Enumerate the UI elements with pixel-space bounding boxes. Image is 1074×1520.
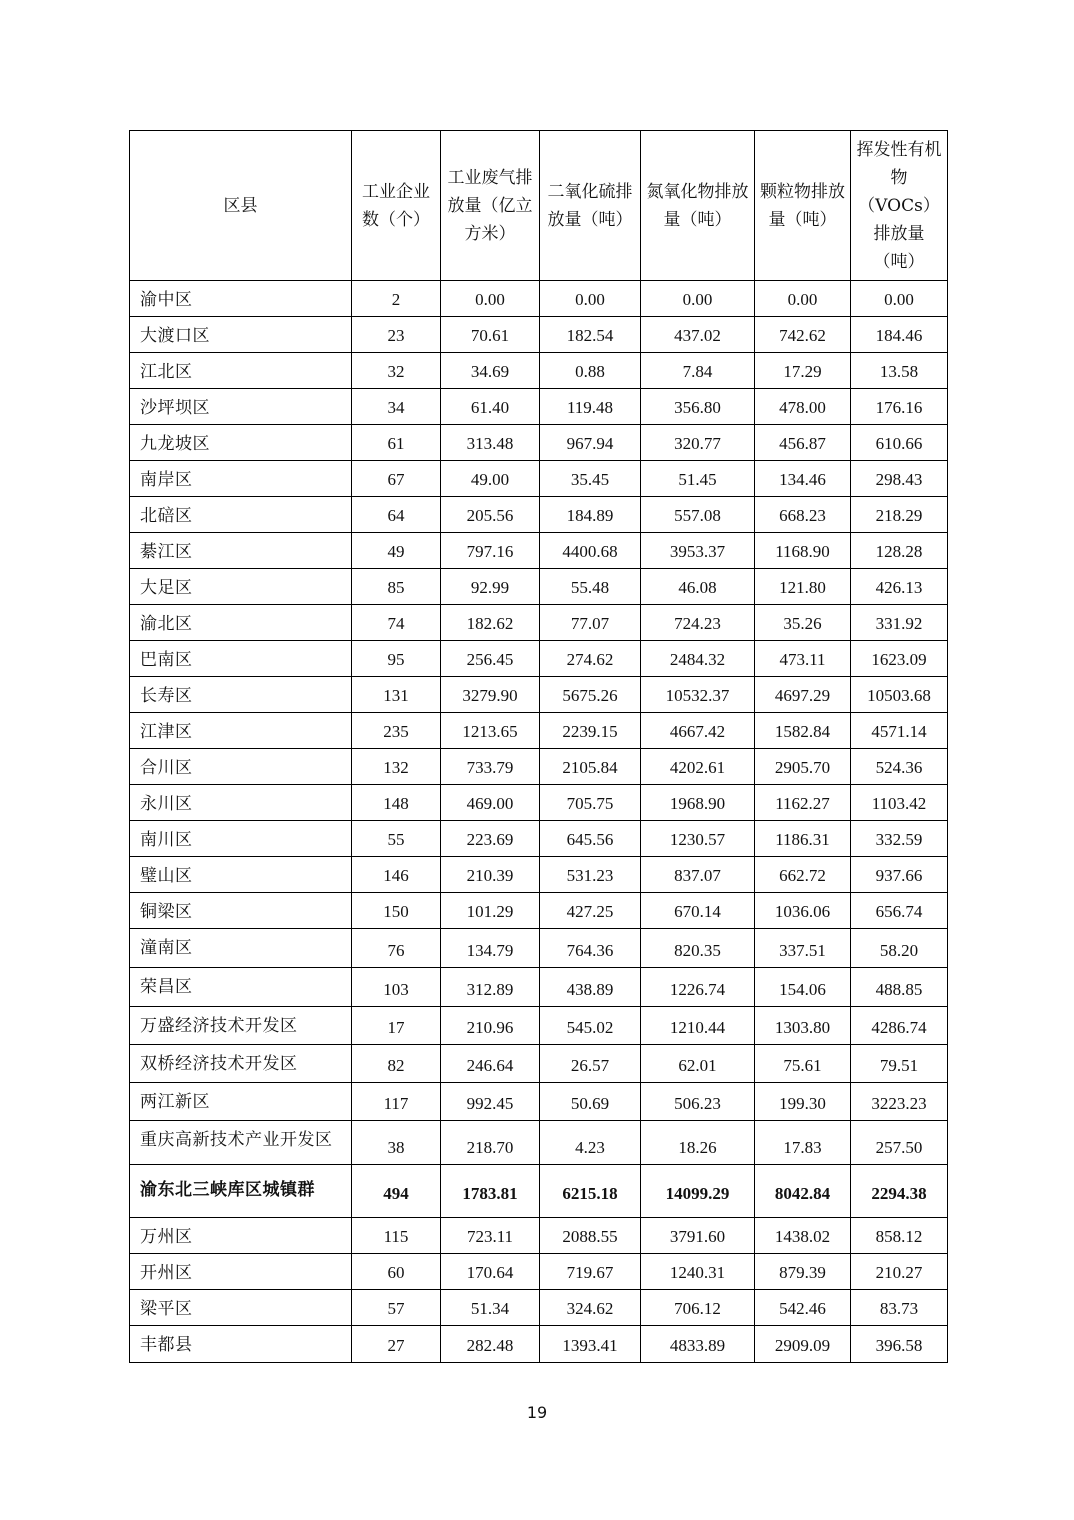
value-cell: 74 bbox=[352, 605, 441, 641]
value-cell: 2909.09 bbox=[755, 1326, 851, 1363]
value-cell: 723.11 bbox=[441, 1218, 540, 1254]
value-cell: 0.00 bbox=[851, 281, 948, 317]
district-name-cell: 大渡口区 bbox=[130, 317, 352, 353]
value-cell: 1303.80 bbox=[755, 1007, 851, 1045]
table-row bbox=[130, 1121, 948, 1165]
value-cell: 820.35 bbox=[641, 929, 755, 968]
district-name-cell: 长寿区 bbox=[130, 677, 352, 713]
value-cell: 733.79 bbox=[441, 749, 540, 785]
value-cell: 5675.26 bbox=[540, 677, 641, 713]
page-number: 19 bbox=[526, 1403, 548, 1422]
table-row bbox=[130, 461, 948, 497]
value-cell: 70.61 bbox=[441, 317, 540, 353]
value-cell: 17.83 bbox=[755, 1121, 851, 1165]
value-cell: 257.50 bbox=[851, 1121, 948, 1165]
value-cell: 0.00 bbox=[540, 281, 641, 317]
district-name-cell: 北碚区 bbox=[130, 497, 352, 533]
value-cell: 0.00 bbox=[755, 281, 851, 317]
value-cell: 1582.84 bbox=[755, 713, 851, 749]
emissions-table bbox=[129, 130, 948, 1363]
value-cell: 85 bbox=[352, 569, 441, 605]
table-row bbox=[130, 1218, 948, 1254]
value-cell: 3279.90 bbox=[441, 677, 540, 713]
value-cell: 4400.68 bbox=[540, 533, 641, 569]
value-cell: 67 bbox=[352, 461, 441, 497]
value-cell: 134.46 bbox=[755, 461, 851, 497]
value-cell: 4667.42 bbox=[641, 713, 755, 749]
value-cell: 324.62 bbox=[540, 1290, 641, 1326]
table-row bbox=[130, 1326, 948, 1363]
value-cell: 51.45 bbox=[641, 461, 755, 497]
value-cell: 57 bbox=[352, 1290, 441, 1326]
value-cell: 210.39 bbox=[441, 857, 540, 893]
district-name-cell: 双桥经济技术开发区 bbox=[130, 1045, 352, 1083]
value-cell: 1213.65 bbox=[441, 713, 540, 749]
value-cell: 76 bbox=[352, 929, 441, 968]
value-cell: 320.77 bbox=[641, 425, 755, 461]
value-cell: 837.07 bbox=[641, 857, 755, 893]
value-cell: 132 bbox=[352, 749, 441, 785]
value-cell: 337.51 bbox=[755, 929, 851, 968]
header-vocs: 挥发性有机物（VOCs）排放量（吨） bbox=[851, 131, 948, 281]
value-cell: 2 bbox=[352, 281, 441, 317]
value-cell: 2105.84 bbox=[540, 749, 641, 785]
value-cell: 10532.37 bbox=[641, 677, 755, 713]
value-cell: 4571.14 bbox=[851, 713, 948, 749]
value-cell: 282.48 bbox=[441, 1326, 540, 1363]
value-cell: 797.16 bbox=[441, 533, 540, 569]
table-row bbox=[130, 605, 948, 641]
district-name-cell: 万州区 bbox=[130, 1218, 352, 1254]
district-name-cell: 璧山区 bbox=[130, 857, 352, 893]
value-cell: 131 bbox=[352, 677, 441, 713]
value-cell: 210.96 bbox=[441, 1007, 540, 1045]
value-cell: 176.16 bbox=[851, 389, 948, 425]
table-row bbox=[130, 893, 948, 929]
value-cell: 184.89 bbox=[540, 497, 641, 533]
value-cell: 1438.02 bbox=[755, 1218, 851, 1254]
district-name-cell: 渝中区 bbox=[130, 281, 352, 317]
district-name-cell: 南岸区 bbox=[130, 461, 352, 497]
value-cell: 128.28 bbox=[851, 533, 948, 569]
value-cell: 50.69 bbox=[540, 1083, 641, 1121]
district-name-cell: 永川区 bbox=[130, 785, 352, 821]
district-name-cell: 铜梁区 bbox=[130, 893, 352, 929]
value-cell: 706.12 bbox=[641, 1290, 755, 1326]
value-cell: 55.48 bbox=[540, 569, 641, 605]
value-cell: 134.79 bbox=[441, 929, 540, 968]
value-cell: 115 bbox=[352, 1218, 441, 1254]
value-cell: 506.23 bbox=[641, 1083, 755, 1121]
value-cell: 0.00 bbox=[441, 281, 540, 317]
district-name-cell: 潼南区 bbox=[130, 929, 352, 968]
value-cell: 2484.32 bbox=[641, 641, 755, 677]
district-name-cell: 沙坪坝区 bbox=[130, 389, 352, 425]
value-cell: 1623.09 bbox=[851, 641, 948, 677]
district-name-cell: 江北区 bbox=[130, 353, 352, 389]
value-cell: 61.40 bbox=[441, 389, 540, 425]
value-cell: 210.27 bbox=[851, 1254, 948, 1290]
table-row bbox=[130, 749, 948, 785]
value-cell: 545.02 bbox=[540, 1007, 641, 1045]
value-cell: 494 bbox=[352, 1165, 441, 1218]
value-cell: 542.46 bbox=[755, 1290, 851, 1326]
district-name-cell: 重庆高新技术产业开发区 bbox=[130, 1121, 352, 1165]
value-cell: 23 bbox=[352, 317, 441, 353]
value-cell: 1968.90 bbox=[641, 785, 755, 821]
value-cell: 4697.29 bbox=[755, 677, 851, 713]
value-cell: 235 bbox=[352, 713, 441, 749]
header-waste-gas: 工业废气排放量（亿立方米） bbox=[441, 131, 540, 281]
value-cell: 1393.41 bbox=[540, 1326, 641, 1363]
value-cell: 2905.70 bbox=[755, 749, 851, 785]
table-row bbox=[130, 1290, 948, 1326]
value-cell: 170.64 bbox=[441, 1254, 540, 1290]
district-name-cell: 巴南区 bbox=[130, 641, 352, 677]
value-cell: 356.80 bbox=[641, 389, 755, 425]
district-name-cell: 两江新区 bbox=[130, 1083, 352, 1121]
value-cell: 3791.60 bbox=[641, 1218, 755, 1254]
value-cell: 14099.29 bbox=[641, 1165, 755, 1218]
value-cell: 437.02 bbox=[641, 317, 755, 353]
value-cell: 2088.55 bbox=[540, 1218, 641, 1254]
value-cell: 656.74 bbox=[851, 893, 948, 929]
value-cell: 58.20 bbox=[851, 929, 948, 968]
table-row bbox=[130, 785, 948, 821]
value-cell: 46.08 bbox=[641, 569, 755, 605]
value-cell: 1226.74 bbox=[641, 968, 755, 1007]
district-name-cell: 九龙坡区 bbox=[130, 425, 352, 461]
value-cell: 3223.23 bbox=[851, 1083, 948, 1121]
value-cell: 298.43 bbox=[851, 461, 948, 497]
value-cell: 4.23 bbox=[540, 1121, 641, 1165]
value-cell: 38 bbox=[352, 1121, 441, 1165]
value-cell: 4286.74 bbox=[851, 1007, 948, 1045]
table-row bbox=[130, 968, 948, 1007]
header-district: 区县 bbox=[130, 131, 352, 281]
table-row bbox=[130, 1165, 948, 1218]
value-cell: 119.48 bbox=[540, 389, 641, 425]
value-cell: 117 bbox=[352, 1083, 441, 1121]
value-cell: 82 bbox=[352, 1045, 441, 1083]
value-cell: 313.48 bbox=[441, 425, 540, 461]
value-cell: 1168.90 bbox=[755, 533, 851, 569]
value-cell: 524.36 bbox=[851, 749, 948, 785]
header-enterprise-count: 工业企业数（个） bbox=[352, 131, 441, 281]
district-name-cell: 开州区 bbox=[130, 1254, 352, 1290]
table-row bbox=[130, 389, 948, 425]
value-cell: 146 bbox=[352, 857, 441, 893]
value-cell: 1240.31 bbox=[641, 1254, 755, 1290]
value-cell: 83.73 bbox=[851, 1290, 948, 1326]
district-name-cell: 丰都县 bbox=[130, 1326, 352, 1363]
value-cell: 121.80 bbox=[755, 569, 851, 605]
value-cell: 51.34 bbox=[441, 1290, 540, 1326]
table-row bbox=[130, 425, 948, 461]
value-cell: 645.56 bbox=[540, 821, 641, 857]
value-cell: 1210.44 bbox=[641, 1007, 755, 1045]
value-cell: 478.00 bbox=[755, 389, 851, 425]
value-cell: 27 bbox=[352, 1326, 441, 1363]
header-particulate: 颗粒物排放量（吨） bbox=[755, 131, 851, 281]
table-row bbox=[130, 317, 948, 353]
value-cell: 719.67 bbox=[540, 1254, 641, 1290]
value-cell: 6215.18 bbox=[540, 1165, 641, 1218]
value-cell: 2239.15 bbox=[540, 713, 641, 749]
header-nox: 氮氧化物排放量（吨） bbox=[641, 131, 755, 281]
value-cell: 199.30 bbox=[755, 1083, 851, 1121]
district-name-cell: 渝东北三峡库区城镇群 bbox=[130, 1165, 352, 1218]
district-name-cell: 綦江区 bbox=[130, 533, 352, 569]
value-cell: 79.51 bbox=[851, 1045, 948, 1083]
value-cell: 1103.42 bbox=[851, 785, 948, 821]
district-name-cell: 南川区 bbox=[130, 821, 352, 857]
table-row bbox=[130, 353, 948, 389]
table-row bbox=[130, 1045, 948, 1083]
value-cell: 1036.06 bbox=[755, 893, 851, 929]
value-cell: 438.89 bbox=[540, 968, 641, 1007]
value-cell: 60 bbox=[352, 1254, 441, 1290]
table-row bbox=[130, 641, 948, 677]
value-cell: 332.59 bbox=[851, 821, 948, 857]
value-cell: 75.61 bbox=[755, 1045, 851, 1083]
value-cell: 35.45 bbox=[540, 461, 641, 497]
value-cell: 92.99 bbox=[441, 569, 540, 605]
value-cell: 218.29 bbox=[851, 497, 948, 533]
value-cell: 49 bbox=[352, 533, 441, 569]
value-cell: 1162.27 bbox=[755, 785, 851, 821]
header-so2: 二氧化硫排放量（吨） bbox=[540, 131, 641, 281]
value-cell: 32 bbox=[352, 353, 441, 389]
value-cell: 103 bbox=[352, 968, 441, 1007]
value-cell: 95 bbox=[352, 641, 441, 677]
value-cell: 331.92 bbox=[851, 605, 948, 641]
table-header-row bbox=[130, 131, 948, 281]
district-name-cell: 梁平区 bbox=[130, 1290, 352, 1326]
table-row bbox=[130, 533, 948, 569]
value-cell: 61 bbox=[352, 425, 441, 461]
table-row bbox=[130, 713, 948, 749]
value-cell: 488.85 bbox=[851, 968, 948, 1007]
value-cell: 223.69 bbox=[441, 821, 540, 857]
value-cell: 610.66 bbox=[851, 425, 948, 461]
value-cell: 0.00 bbox=[641, 281, 755, 317]
table-row bbox=[130, 1083, 948, 1121]
value-cell: 312.89 bbox=[441, 968, 540, 1007]
value-cell: 7.84 bbox=[641, 353, 755, 389]
table-row bbox=[130, 857, 948, 893]
table-row bbox=[130, 821, 948, 857]
value-cell: 992.45 bbox=[441, 1083, 540, 1121]
value-cell: 668.23 bbox=[755, 497, 851, 533]
value-cell: 256.45 bbox=[441, 641, 540, 677]
value-cell: 49.00 bbox=[441, 461, 540, 497]
value-cell: 64 bbox=[352, 497, 441, 533]
value-cell: 205.56 bbox=[441, 497, 540, 533]
value-cell: 62.01 bbox=[641, 1045, 755, 1083]
value-cell: 4833.89 bbox=[641, 1326, 755, 1363]
value-cell: 473.11 bbox=[755, 641, 851, 677]
value-cell: 1230.57 bbox=[641, 821, 755, 857]
value-cell: 858.12 bbox=[851, 1218, 948, 1254]
value-cell: 1783.81 bbox=[441, 1165, 540, 1218]
value-cell: 879.39 bbox=[755, 1254, 851, 1290]
table-row bbox=[130, 677, 948, 713]
value-cell: 10503.68 bbox=[851, 677, 948, 713]
value-cell: 469.00 bbox=[441, 785, 540, 821]
value-cell: 34 bbox=[352, 389, 441, 425]
value-cell: 148 bbox=[352, 785, 441, 821]
value-cell: 184.46 bbox=[851, 317, 948, 353]
value-cell: 426.13 bbox=[851, 569, 948, 605]
value-cell: 427.25 bbox=[540, 893, 641, 929]
value-cell: 3953.37 bbox=[641, 533, 755, 569]
value-cell: 1186.31 bbox=[755, 821, 851, 857]
value-cell: 4202.61 bbox=[641, 749, 755, 785]
value-cell: 35.26 bbox=[755, 605, 851, 641]
value-cell: 101.29 bbox=[441, 893, 540, 929]
value-cell: 396.58 bbox=[851, 1326, 948, 1363]
value-cell: 18.26 bbox=[641, 1121, 755, 1165]
value-cell: 154.06 bbox=[755, 968, 851, 1007]
table-row bbox=[130, 497, 948, 533]
value-cell: 274.62 bbox=[540, 641, 641, 677]
district-name-cell: 荣昌区 bbox=[130, 968, 352, 1007]
value-cell: 13.58 bbox=[851, 353, 948, 389]
value-cell: 724.23 bbox=[641, 605, 755, 641]
value-cell: 246.64 bbox=[441, 1045, 540, 1083]
value-cell: 456.87 bbox=[755, 425, 851, 461]
value-cell: 218.70 bbox=[441, 1121, 540, 1165]
table-row bbox=[130, 1007, 948, 1045]
district-name-cell: 合川区 bbox=[130, 749, 352, 785]
value-cell: 2294.38 bbox=[851, 1165, 948, 1218]
table-body bbox=[130, 281, 948, 1363]
value-cell: 150 bbox=[352, 893, 441, 929]
table-row bbox=[130, 1254, 948, 1290]
table-row bbox=[130, 569, 948, 605]
value-cell: 55 bbox=[352, 821, 441, 857]
value-cell: 557.08 bbox=[641, 497, 755, 533]
value-cell: 0.88 bbox=[540, 353, 641, 389]
value-cell: 182.62 bbox=[441, 605, 540, 641]
value-cell: 662.72 bbox=[755, 857, 851, 893]
district-name-cell: 渝北区 bbox=[130, 605, 352, 641]
value-cell: 26.57 bbox=[540, 1045, 641, 1083]
value-cell: 531.23 bbox=[540, 857, 641, 893]
value-cell: 34.69 bbox=[441, 353, 540, 389]
value-cell: 764.36 bbox=[540, 929, 641, 968]
value-cell: 17 bbox=[352, 1007, 441, 1045]
value-cell: 937.66 bbox=[851, 857, 948, 893]
value-cell: 182.54 bbox=[540, 317, 641, 353]
value-cell: 670.14 bbox=[641, 893, 755, 929]
district-name-cell: 大足区 bbox=[130, 569, 352, 605]
table-row bbox=[130, 281, 948, 317]
district-name-cell: 江津区 bbox=[130, 713, 352, 749]
value-cell: 17.29 bbox=[755, 353, 851, 389]
value-cell: 8042.84 bbox=[755, 1165, 851, 1218]
table-row bbox=[130, 929, 948, 968]
value-cell: 77.07 bbox=[540, 605, 641, 641]
district-name-cell: 万盛经济技术开发区 bbox=[130, 1007, 352, 1045]
value-cell: 742.62 bbox=[755, 317, 851, 353]
value-cell: 705.75 bbox=[540, 785, 641, 821]
value-cell: 967.94 bbox=[540, 425, 641, 461]
